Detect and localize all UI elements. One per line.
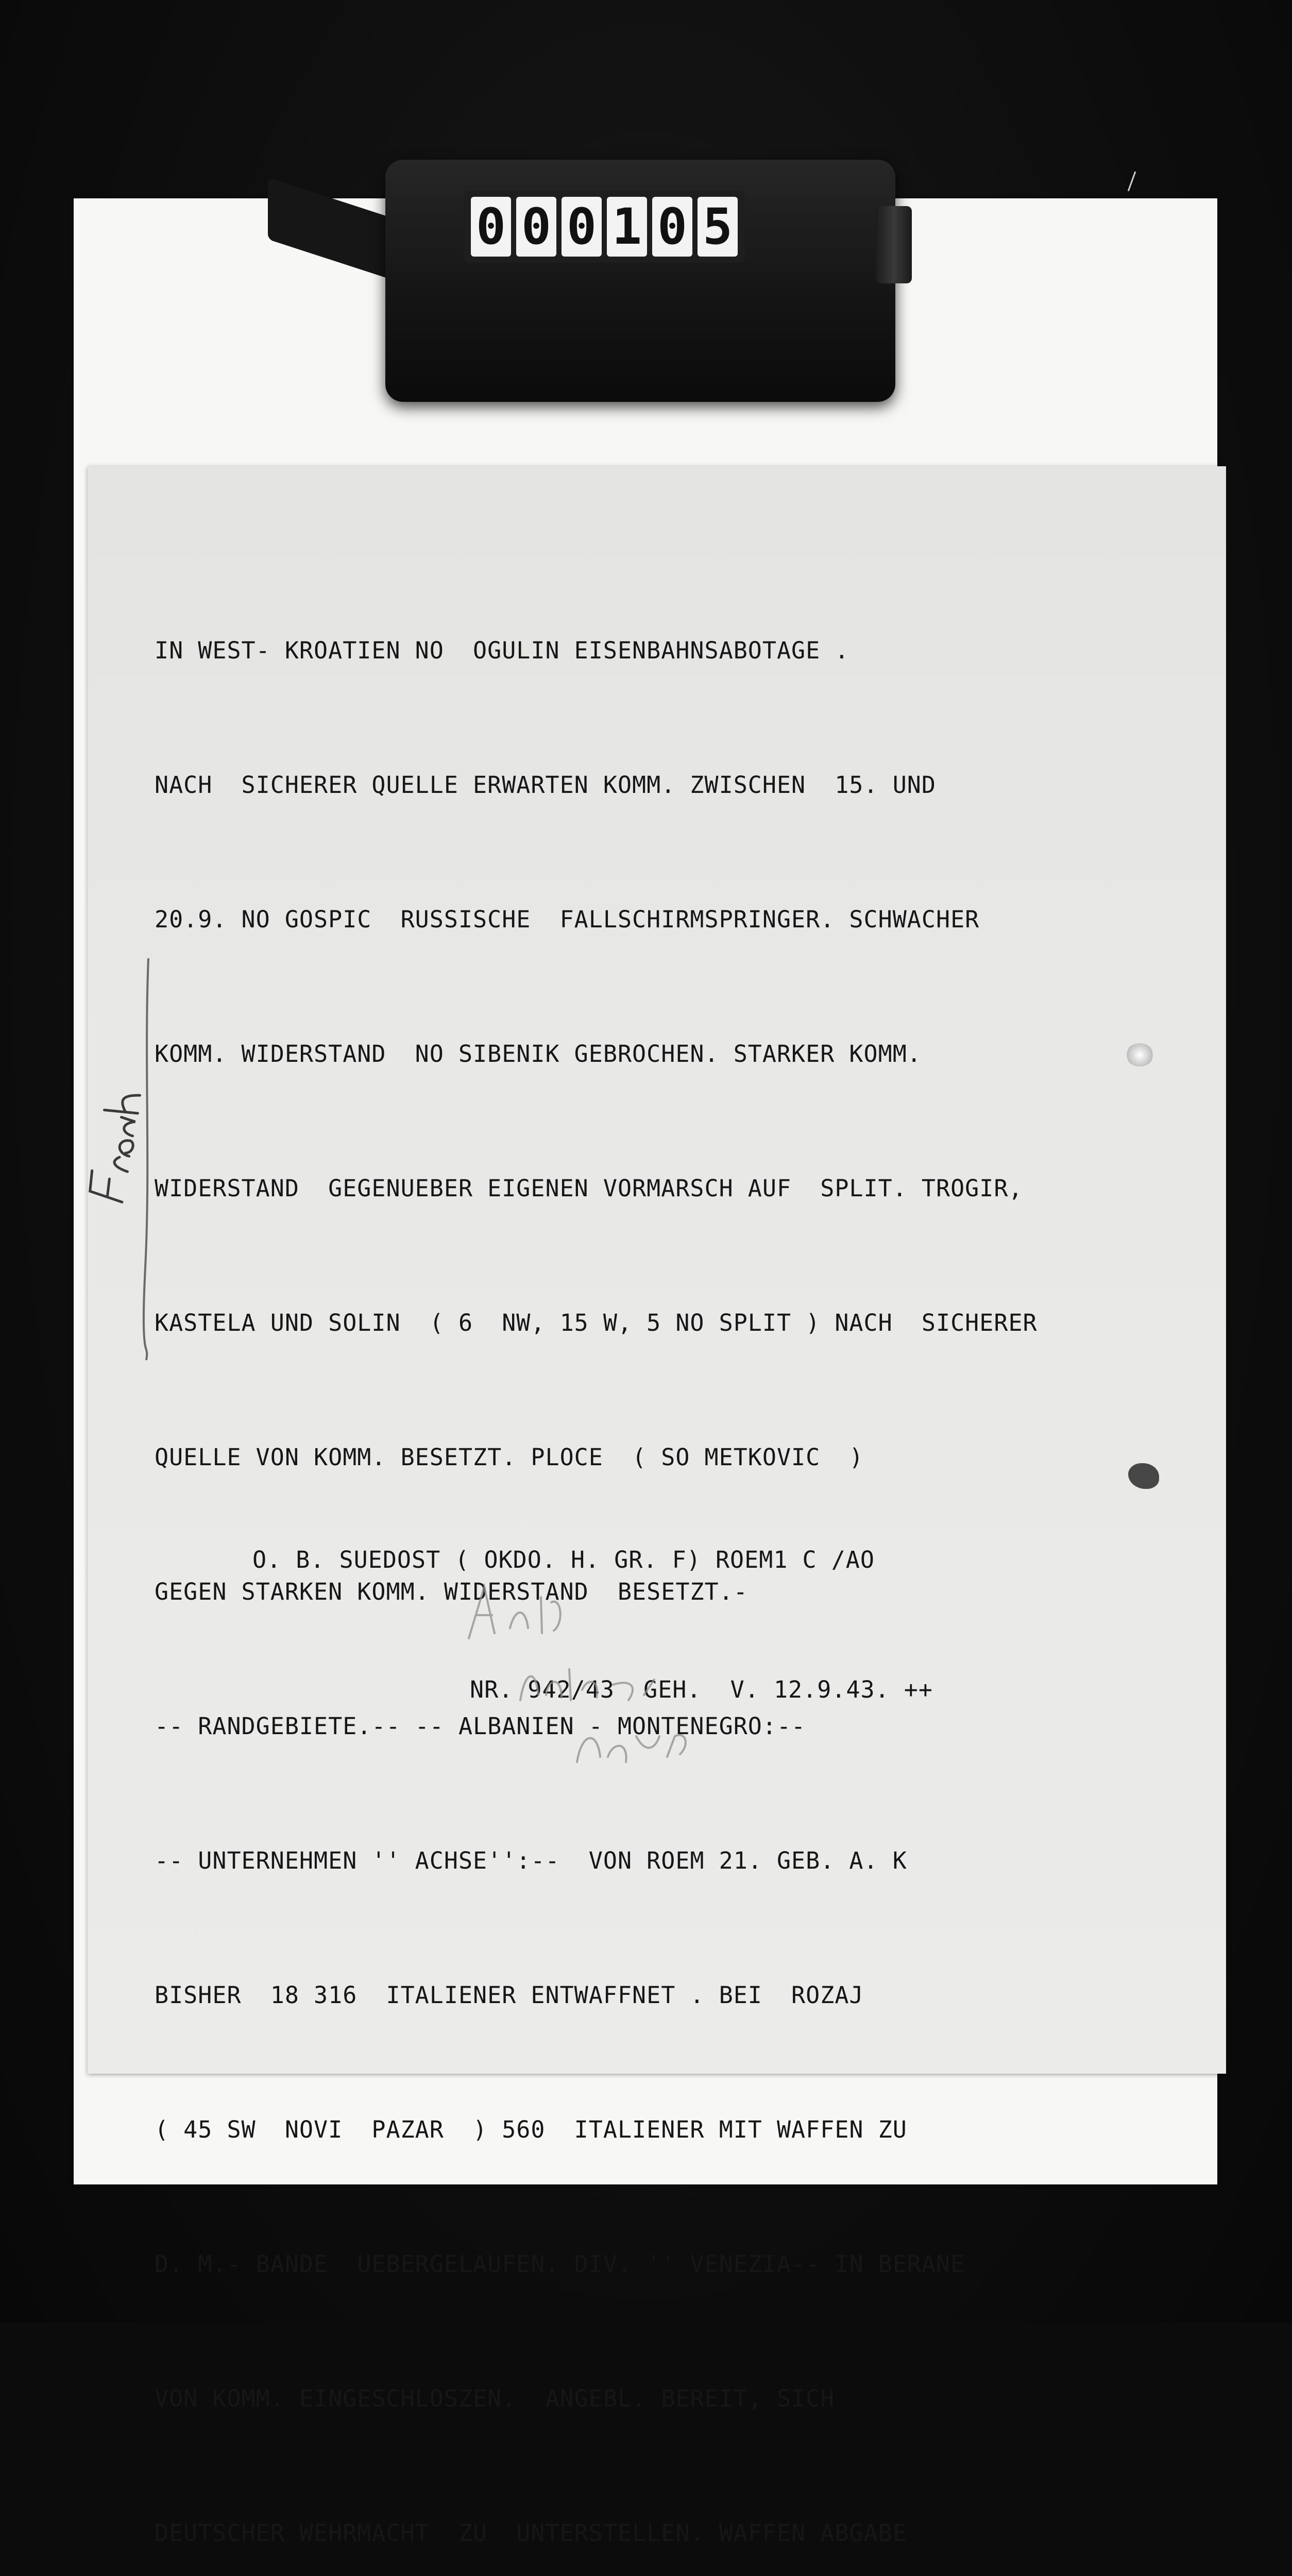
reference-line: NR. 942/43 GEH. V. 12.9.43. ++ — [470, 1676, 933, 1703]
counter-knob — [876, 206, 912, 283]
counter-digit: 1 — [607, 197, 647, 257]
faint-pencil-initials — [458, 1566, 726, 1783]
telegram-line: D. M.- BANDE UEBERGELAUFEN. DIV. '' VENEZIA-- IN BERANE — [155, 2250, 965, 2278]
counter-digit: 5 — [698, 197, 738, 257]
telegram-line: KOMM. WIDERSTAND NO SIBENIK GEBROCHEN. STARKER KOMM. — [155, 1040, 922, 1067]
telegram-line: NACH SICHERER QUELLE ERWARTEN KOMM. ZWISCHEN 15. UND — [155, 771, 936, 799]
frame-counter — [385, 160, 895, 402]
telegram-line: KASTELA UND SOLIN ( 6 NW, 15 W, 5 NO SPLIT ) NACH SICHERER — [155, 1309, 1038, 1336]
telegram-line: QUELLE VON KOMM. BESETZT. PLOCE ( SO METKOVIC ) — [155, 1444, 864, 1471]
counter-digit: 0 — [652, 197, 692, 257]
corner-tick-mark — [1128, 172, 1145, 195]
counter-digit: 0 — [471, 197, 511, 257]
telegram-line: DEUTSCHER WEHRMACHT ZU UNTERSTELLEN. WAFFEN ABGABE — [155, 2519, 907, 2547]
telegram-line: BISHER 18 316 ITALIENER ENTWAFFNET . BEI ROZAJ — [155, 1981, 864, 2009]
counter-window — [464, 191, 745, 263]
telegram-line: 20.9. NO GOSPIC RUSSISCHE FALLSCHIRMSPRINGER. SCHWACHER — [155, 906, 980, 933]
telegram-line: -- RANDGEBIETE.-- -- ALBANIEN - MONTENEGRO:-- — [155, 1713, 806, 1740]
counter-digit: 0 — [516, 197, 556, 257]
telegram-line: WIDERSTAND GEGENUEBER EIGENEN VORMARSCH AUF SPLIT. TROGIR, — [155, 1175, 1023, 1202]
telegram-line: ( 45 SW NOVI PAZAR ) 560 ITALIENER MIT WAFFEN ZU — [155, 2116, 907, 2143]
sender-line: O. B. SUEDOST ( OKDO. H. GR. F) ROEM1 C /AO — [252, 1546, 875, 1573]
telegram-line: GEGEN STARKEN KOMM. WIDERSTAND BESETZT.- — [155, 1578, 748, 1605]
telegram-line: IN WEST- KROATIEN NO OGULIN EISENBAHNSABOTAGE . — [155, 637, 849, 664]
counter-digit: 0 — [562, 197, 602, 257]
telegram-line: -- UNTERNEHMEN '' ACHSE'':-- VON ROEM 21. GEB. A. K — [155, 1847, 907, 1874]
paper-stain — [1126, 1043, 1154, 1066]
telegram-line: VON KOMM. EINGESCHLOSZEN. ANGEBL. BEREIT, SICH — [155, 2385, 835, 2412]
